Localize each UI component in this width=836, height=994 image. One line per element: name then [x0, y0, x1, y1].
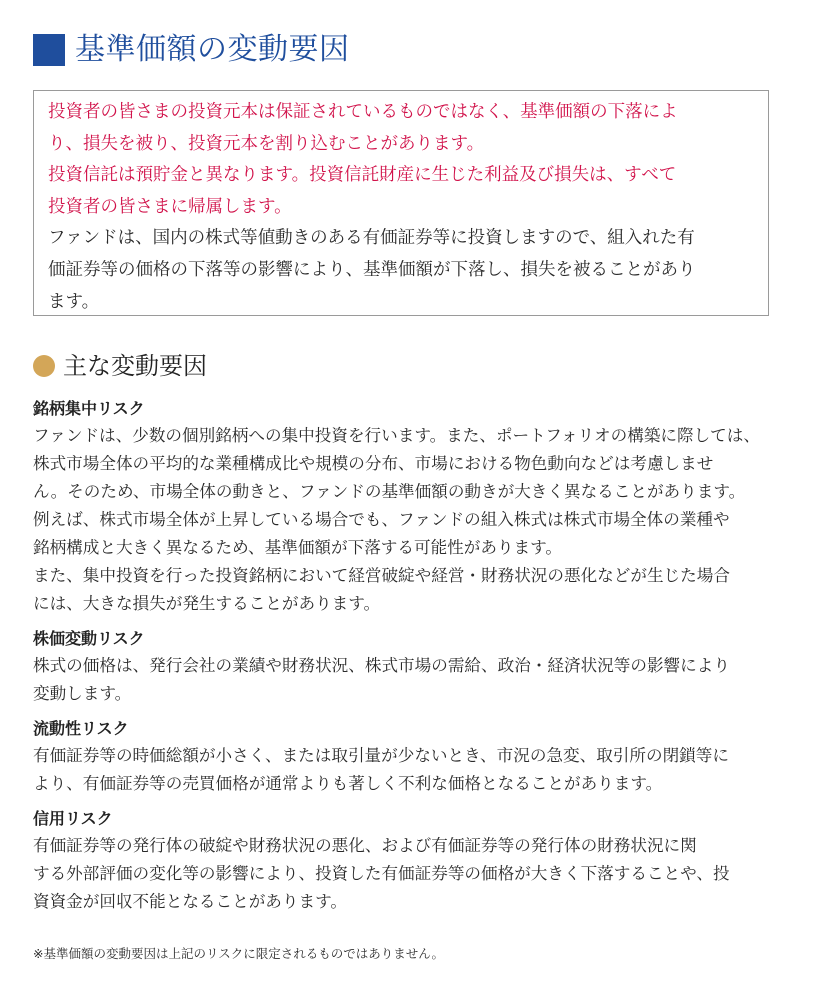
risk-text-line: ファンドは、少数の個別銘柄への集中投資を行います。また、ポートフォリオの構築に際しては、 [33, 426, 760, 445]
risk-item-liquidity [33, 716, 793, 798]
risk-text-line: 株式の価格は、発行会社の業績や財務状況、株式市場の需給、政治・経済状況等の影響により [33, 656, 730, 675]
risk-text-line: する外部評価の変化等の影響により、投資した有価証券等の価格が大きく下落することや、投 [33, 864, 730, 883]
section-title: 主な変動要因 [63, 352, 207, 380]
notice-red-line: り、損失を被り、投資元本を割り込むことがあります。 [48, 133, 485, 154]
notice-red-line: 投資信託は預貯金と異なります。投資信託財産に生じた利益及び損失は、すべて [48, 165, 677, 186]
title-square-icon [33, 34, 65, 66]
risk-title: 流動性リスク [33, 719, 129, 738]
bullet-circle-icon [33, 355, 55, 377]
risk-item-concentration [33, 396, 793, 618]
footnote: ※基準価額の変動要因は上記のリスクに限定されるものではありません。 [33, 946, 444, 961]
page-title: 基準価額の変動要因 [75, 32, 350, 67]
notice-line: 価証券等の価格の下落等の影響により、基準価額が下落し、損失を被ることがあり [48, 259, 696, 280]
notice-line: ます。 [48, 291, 100, 312]
risk-text-line: また、集中投資を行った投資銘柄において経営破綻や経営・財務状況の悪化などが生じた場合 [33, 566, 730, 585]
notice-red-line: 投資者の皆さまの投資元本は保証されているものではなく、基準価額の下落によ [48, 102, 678, 122]
risk-text-line: 株式市場全体の平均的な業種構成比や規模の分布、市場における物色動向などは考慮しませ [33, 454, 714, 473]
notice-red-line: 投資者の皆さまに帰属します。 [48, 196, 292, 217]
risk-list [33, 396, 793, 924]
risk-text-line: には、大きな損失が発生することがあります。 [33, 594, 381, 613]
section-heading [33, 346, 207, 386]
risk-text-line: 資資金が回収不能となることがあります。 [33, 892, 347, 911]
risk-item-stock-price [33, 626, 793, 708]
risk-item-credit [33, 806, 793, 916]
risk-text-line: 銘柄構成と大きく異なるため、基準価額が下落する可能性があります。 [33, 538, 563, 557]
risk-text-line: 有価証券等の発行体の破綻や財務状況の悪化、および有価証券等の発行体の財務状況に関 [33, 836, 697, 855]
risk-text-line: 有価証券等の時価総額が小さく、または取引量が少ないとき、市況の急変、取引所の閉鎖等に [33, 746, 729, 765]
risk-text-line: 例えば、株式市場全体が上昇している場合でも、ファンドの組入株式は株式市場全体の業種や [33, 510, 730, 529]
risk-text-line: 変動します。 [33, 684, 132, 703]
risk-text-line: より、有価証券等の売買価格が通常よりも著しく不利な価格となることがあります。 [33, 774, 663, 793]
risk-title: 信用リスク [33, 809, 113, 828]
risk-text-line: ん。そのため、市場全体の動きと、ファンドの基準価額の動きが大きく異なることがあります。 [33, 482, 746, 501]
risk-title: 銘柄集中リスク [33, 399, 145, 418]
notice-line: ファンドは、国内の株式等値動きのある有価証券等に投資しますので、組入れた有 [48, 228, 695, 249]
notice-box [33, 90, 769, 316]
risk-title: 株価変動リスク [33, 629, 145, 648]
page-title-row [33, 30, 350, 70]
